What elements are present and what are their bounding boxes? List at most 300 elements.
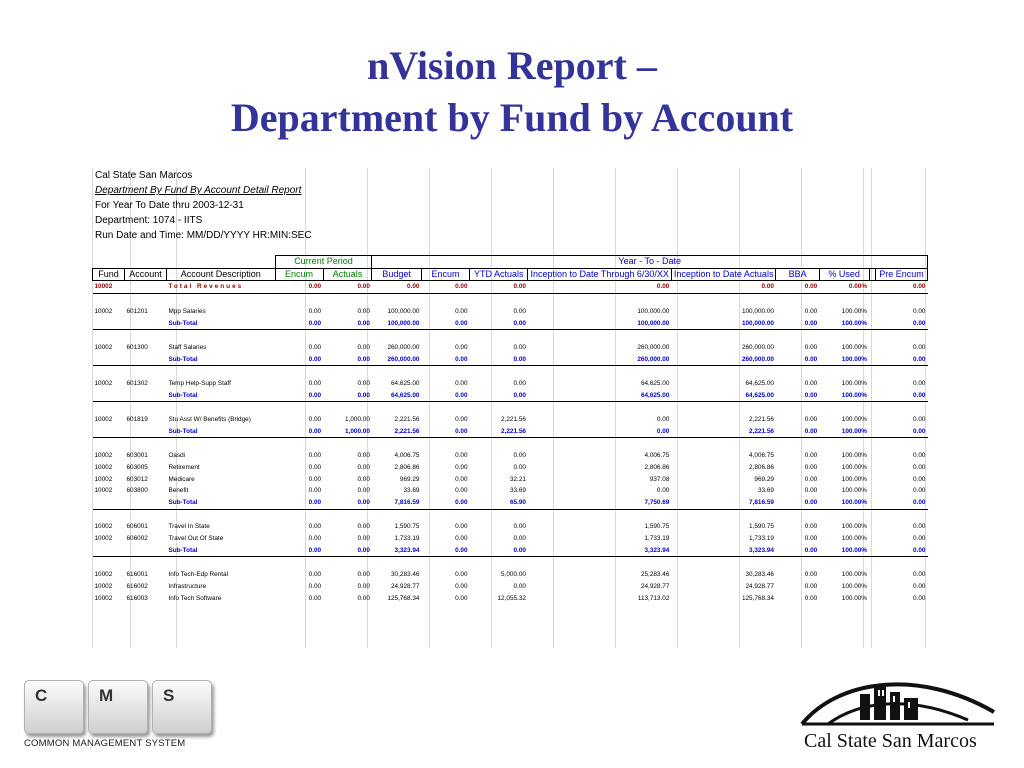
description-cell: Travel In State — [168, 523, 210, 531]
fund-cell: 10002 — [94, 452, 113, 460]
description-cell: Sub-Total — [168, 546, 198, 554]
empty-cell — [671, 438, 776, 450]
inception-through-cell: 0.00 — [656, 427, 670, 435]
empty-cell — [470, 366, 528, 378]
encum-current-cell: 0.00 — [308, 452, 322, 460]
budget-cell: 24,928.77 — [391, 582, 420, 590]
actuals-current-cell: 0.00 — [357, 594, 370, 602]
fund-cell — [93, 354, 125, 366]
col-inception-actuals: Inception to Date Actuals — [671, 268, 776, 281]
encum-current-cell: 0.00 — [308, 355, 322, 363]
encum-ytd-cell: 0.00 — [455, 283, 468, 291]
empty-cell — [470, 509, 528, 521]
empty-cell — [470, 294, 528, 306]
inception-through-cell: 4,006.75 — [644, 452, 670, 460]
pct-used-cell: 100.00% — [841, 546, 867, 554]
inception-through-cell: 100,000.00 — [637, 319, 670, 327]
pre-encum-cell: 0.00 — [913, 416, 926, 424]
inception-through-cell: 0.00 — [656, 416, 670, 424]
description-cell: Benefit — [168, 487, 189, 495]
encum-ytd-cell: 0.00 — [455, 452, 468, 460]
pct-used-cell: 100.00% — [841, 427, 867, 435]
total-revenues-row — [93, 281, 928, 294]
empty-cell — [819, 330, 869, 342]
empty-cell — [125, 330, 167, 342]
fund-cell — [93, 497, 125, 509]
pre-encum-cell: 0.00 — [913, 307, 926, 315]
empty-cell — [275, 294, 323, 306]
description-cell: Sub-Total — [168, 319, 198, 327]
ytd-actuals-cell: 0.00 — [513, 535, 526, 543]
account-cell: 603005 — [126, 463, 148, 471]
ytd-actuals-cell: 0.00 — [513, 343, 526, 351]
inception-actuals-cell: 100,000.00 — [741, 319, 774, 327]
ytd-actuals-cell: 33.69 — [509, 487, 526, 495]
encum-current-cell: 0.00 — [308, 594, 322, 602]
empty-cell — [876, 330, 928, 342]
table-row — [93, 593, 928, 605]
empty-cell — [125, 438, 167, 450]
actuals-current-cell: 0.00 — [357, 523, 370, 531]
inception-actuals-cell: 2,221.56 — [749, 416, 774, 424]
account-cell: 601201 — [126, 307, 148, 315]
empty-cell — [776, 366, 819, 378]
empty-cell — [275, 557, 323, 569]
encum-current-cell: 0.00 — [308, 487, 322, 495]
subtotal-row — [93, 390, 928, 402]
pre-encum-cell: 0.00 — [913, 594, 926, 602]
encum-ytd-cell: 0.00 — [455, 475, 468, 483]
col-bba: BBA — [776, 268, 819, 281]
fund-cell: 10002 — [94, 487, 113, 495]
empty-cell — [528, 294, 671, 306]
blank-row — [93, 294, 928, 306]
budget-cell: 969.29 — [399, 475, 420, 483]
inception-actuals-cell: 2,221.56 — [749, 427, 774, 435]
description-cell: Temp Help-Supp Staff — [168, 379, 231, 387]
pre-encum-cell: 0.00 — [913, 319, 926, 327]
empty-cell — [876, 294, 928, 306]
actuals-current-cell: 0.00 — [357, 546, 370, 554]
description-cell: Sub-Total — [168, 391, 198, 399]
bba-cell: 0.00 — [804, 379, 818, 387]
empty-cell — [876, 557, 928, 569]
description-cell: Info Tech Software — [168, 594, 222, 602]
bba-cell: 0.00 — [804, 475, 818, 483]
bba-cell: 0.00 — [804, 523, 818, 531]
key-m: M — [88, 680, 148, 734]
actuals-current-cell: 0.00 — [357, 475, 370, 483]
empty-cell — [470, 438, 528, 450]
empty-cell — [323, 557, 372, 569]
actuals-current-cell: 0.00 — [357, 319, 370, 327]
inception-actuals-cell: 7,816.59 — [749, 498, 774, 506]
pct-used-cell: 100.00% — [841, 594, 867, 602]
description-cell: Info Tech-Edp Rental — [168, 571, 229, 579]
col-pre-encum: Pre Encum — [876, 268, 928, 281]
budget-cell: 260,000.00 — [387, 343, 420, 351]
encum-ytd-cell: 0.00 — [455, 582, 468, 590]
blank-row — [93, 509, 928, 521]
empty-cell — [671, 294, 776, 306]
empty-cell — [166, 557, 275, 569]
pre-encum-cell: 0.00 — [913, 535, 926, 543]
account-cell: 616001 — [126, 571, 148, 579]
budget-cell: 2,221.56 — [394, 427, 420, 435]
inception-through-cell: 1,590.75 — [644, 523, 670, 531]
empty-cell — [323, 294, 372, 306]
ytd-actuals-cell: 0.00 — [513, 391, 526, 399]
table-row — [93, 450, 928, 462]
table-row — [93, 485, 928, 497]
empty-cell — [819, 366, 869, 378]
empty-cell — [275, 366, 323, 378]
inception-actuals-cell: 969.29 — [754, 475, 774, 483]
pre-encum-cell: 0.00 — [913, 475, 926, 483]
pre-encum-cell: 0.00 — [913, 582, 926, 590]
empty-cell — [421, 294, 469, 306]
report-header — [92, 168, 928, 243]
account-cell: 603012 — [126, 475, 148, 483]
fund-cell: 10002 — [94, 463, 113, 471]
empty-cell — [528, 509, 671, 521]
encum-ytd-cell: 0.00 — [455, 487, 468, 495]
description-cell: Staff Salaries — [168, 343, 207, 351]
ytd-actuals-cell: 32.21 — [509, 475, 526, 483]
blank-row — [93, 557, 928, 569]
report-table — [92, 255, 928, 604]
bba-cell: 0.00 — [804, 355, 818, 363]
report-department: Department: 1074 - IITS — [95, 215, 203, 226]
inception-actuals-cell: 260,000.00 — [741, 355, 774, 363]
slide-title — [0, 40, 1024, 144]
encum-ytd-cell: 0.00 — [455, 379, 468, 387]
empty-cell — [125, 366, 167, 378]
empty-cell — [776, 294, 819, 306]
fund-cell: 10002 — [94, 416, 113, 424]
encum-current-cell: 0.00 — [308, 427, 322, 435]
table-row — [93, 474, 928, 486]
pct-used-cell: 100.00% — [841, 452, 867, 460]
fund-cell: 10002 — [94, 307, 113, 315]
blank-row — [93, 438, 928, 450]
ytd-actuals-cell: 0.00 — [513, 452, 526, 460]
encum-ytd-cell: 0.00 — [455, 571, 468, 579]
budget-cell: 1,590.75 — [394, 523, 420, 531]
encum-ytd-cell: 0.00 — [455, 463, 468, 471]
empty-cell — [125, 509, 167, 521]
table-row — [93, 521, 928, 533]
empty-cell — [323, 366, 372, 378]
account-cell: 603800 — [126, 487, 148, 495]
col-account: Account — [125, 268, 167, 281]
inception-actuals-cell: 1,733.19 — [749, 535, 774, 543]
bba-cell: 0.00 — [804, 319, 818, 327]
inception-through-cell: 0.00 — [656, 283, 670, 291]
fund-cell — [93, 545, 125, 557]
budget-cell: 2,806.86 — [394, 463, 420, 471]
pre-encum-cell: 0.00 — [913, 355, 926, 363]
actuals-current-cell: 0.00 — [357, 487, 370, 495]
empty-cell — [671, 366, 776, 378]
budget-cell: 4,006.75 — [394, 452, 420, 460]
encum-current-cell: 0.00 — [308, 463, 322, 471]
blank-row — [93, 366, 928, 378]
budget-cell: 125,768.34 — [387, 594, 420, 602]
empty-cell — [323, 402, 372, 414]
bba-cell: 0.00 — [804, 546, 818, 554]
empty-cell — [323, 330, 372, 342]
empty-cell — [372, 330, 422, 342]
encum-current-cell: 0.00 — [308, 283, 322, 291]
empty-cell — [166, 294, 275, 306]
actuals-current-cell: 0.00 — [357, 571, 370, 579]
empty-cell — [776, 509, 819, 521]
pct-used-cell: 100.00% — [841, 319, 867, 327]
account-cell — [125, 390, 167, 402]
inception-through-cell: 64,625.00 — [640, 391, 670, 399]
fund-cell — [93, 318, 125, 330]
inception-actuals-cell: 4,006.75 — [749, 452, 774, 460]
actuals-current-cell: 0.00 — [357, 283, 370, 291]
slide-title-line2: Department by Fund by Account — [230, 95, 794, 140]
group-current-period: Current Period — [275, 256, 372, 269]
actuals-current-cell: 0.00 — [357, 391, 370, 399]
empty-cell — [125, 294, 167, 306]
encum-ytd-cell: 0.00 — [455, 391, 468, 399]
inception-through-cell: 260,000.00 — [637, 355, 670, 363]
account-cell: 601302 — [126, 379, 148, 387]
budget-cell: 64,625.00 — [391, 391, 420, 399]
empty-cell — [876, 509, 928, 521]
description-cell: Total Revenues — [168, 283, 244, 291]
csusm-name: Cal State San Marcos — [804, 730, 977, 752]
empty-cell — [93, 557, 125, 569]
description-cell: Sub-Total — [168, 355, 198, 363]
bba-cell: 0.00 — [804, 498, 818, 506]
inception-through-cell: 260,000.00 — [637, 343, 670, 351]
actuals-current-cell: 0.00 — [357, 343, 370, 351]
encum-current-cell: 0.00 — [308, 535, 322, 543]
pct-used-cell: 0.00% — [848, 283, 867, 291]
key-c: C — [24, 680, 84, 734]
empty-cell — [93, 330, 125, 342]
empty-cell — [166, 330, 275, 342]
inception-through-cell: 3,323.94 — [644, 546, 670, 554]
empty-cell — [421, 509, 469, 521]
empty-cell — [275, 330, 323, 342]
ytd-actuals-cell: 65.90 — [509, 498, 526, 506]
empty-cell — [166, 509, 275, 521]
fund-cell: 10002 — [94, 523, 113, 531]
budget-cell: 7,816.59 — [394, 498, 420, 506]
spreadsheet — [92, 168, 928, 648]
account-cell — [125, 426, 167, 438]
pre-encum-cell: 0.00 — [913, 546, 926, 554]
report-run-date: Run Date and Time: MM/DD/YYYY HR:MIN:SEC — [95, 230, 312, 241]
pct-used-cell: 100.00% — [841, 416, 867, 424]
encum-ytd-cell: 0.00 — [455, 416, 468, 424]
fund-cell: 10002 — [94, 571, 113, 579]
account-cell — [125, 354, 167, 366]
group-year-to-date: Year - To - Date — [372, 256, 928, 269]
inception-through-cell: 24,928.77 — [640, 582, 670, 590]
actuals-current-cell: 0.00 — [357, 463, 370, 471]
ytd-actuals-cell: 0.00 — [513, 546, 526, 554]
fund-cell: 10002 — [94, 535, 113, 543]
encum-ytd-cell: 0.00 — [455, 343, 468, 351]
subtotal-row — [93, 426, 928, 438]
inception-actuals-cell: 3,323.94 — [749, 546, 774, 554]
empty-cell — [528, 366, 671, 378]
fund-cell: 10002 — [94, 379, 113, 387]
col-encum-ytd: Encum — [421, 268, 469, 281]
empty-cell — [421, 438, 469, 450]
description-cell: Sub-Total — [168, 427, 198, 435]
empty-cell — [372, 402, 422, 414]
subtotal-row — [93, 545, 928, 557]
cms-caption: COMMON MANAGEMENT SYSTEM — [24, 738, 186, 749]
empty-cell — [671, 509, 776, 521]
encum-current-cell: 0.00 — [308, 379, 322, 387]
inception-actuals-cell: 260,000.00 — [741, 343, 774, 351]
pct-used-cell: 100.00% — [841, 475, 867, 483]
account-cell: 616002 — [126, 582, 148, 590]
col-budget: Budget — [372, 268, 422, 281]
ytd-actuals-cell: 2,221.56 — [501, 427, 526, 435]
empty-cell — [876, 366, 928, 378]
inception-actuals-cell: 1,590.75 — [749, 523, 774, 531]
empty-cell — [323, 438, 372, 450]
account-cell — [125, 318, 167, 330]
inception-through-cell: 25,283.46 — [640, 571, 670, 579]
account-cell: 601300 — [126, 343, 148, 351]
inception-through-cell: 1,733.19 — [644, 535, 670, 543]
pre-encum-cell: 0.00 — [913, 487, 926, 495]
col-actuals-current: Actuals — [323, 268, 372, 281]
empty-cell — [819, 509, 869, 521]
empty-cell — [819, 438, 869, 450]
inception-actuals-cell: 30,283.46 — [745, 571, 774, 579]
empty-cell — [876, 402, 928, 414]
empty-cell — [528, 557, 671, 569]
subtotal-row — [93, 318, 928, 330]
ytd-actuals-cell: 0.00 — [513, 283, 526, 291]
empty-cell — [819, 402, 869, 414]
pct-used-cell: 100.00% — [841, 535, 867, 543]
empty-cell — [93, 438, 125, 450]
inception-actuals-cell: 24,928.77 — [745, 582, 774, 590]
empty-cell — [819, 294, 869, 306]
fund-cell: 10002 — [94, 475, 113, 483]
bba-cell: 0.00 — [804, 283, 818, 291]
inception-actuals-cell: 64,625.00 — [745, 391, 774, 399]
empty-cell — [372, 438, 422, 450]
budget-cell: 0.00 — [406, 283, 420, 291]
encum-ytd-cell: 0.00 — [455, 319, 468, 327]
empty-cell — [275, 402, 323, 414]
inception-actuals-cell: 125,768.34 — [741, 594, 774, 602]
encum-current-cell: 0.00 — [308, 571, 322, 579]
slide-title-line1: nVision Report – — [367, 43, 657, 88]
account-cell: 601819 — [126, 416, 148, 424]
budget-cell: 1,733.19 — [394, 535, 420, 543]
empty-cell — [372, 557, 422, 569]
csusm-logo — [798, 672, 998, 762]
pct-used-cell: 100.00% — [841, 523, 867, 531]
bba-cell: 0.00 — [804, 343, 818, 351]
table-row — [93, 581, 928, 593]
report-name: Department By Fund By Account Detail Report — [95, 185, 302, 196]
table-row — [93, 342, 928, 354]
ytd-actuals-cell: 0.00 — [513, 523, 526, 531]
empty-cell — [776, 557, 819, 569]
ytd-actuals-cell: 0.00 — [513, 355, 526, 363]
table-row — [93, 306, 928, 318]
fund-cell — [93, 426, 125, 438]
inception-actuals-cell: 0.00 — [761, 283, 774, 291]
budget-cell: 260,000.00 — [387, 355, 420, 363]
empty-cell — [93, 402, 125, 414]
empty-cell — [125, 557, 167, 569]
empty-cell — [372, 294, 422, 306]
description-cell: Mpp Salaries — [168, 307, 206, 315]
bba-cell: 0.00 — [804, 427, 818, 435]
encum-ytd-cell: 0.00 — [455, 594, 468, 602]
empty-cell — [166, 438, 275, 450]
bba-cell: 0.00 — [804, 487, 818, 495]
empty-cell — [93, 509, 125, 521]
key-s: S — [152, 680, 212, 734]
account-cell: 603001 — [126, 452, 148, 460]
inception-through-cell: 64,625.00 — [640, 379, 670, 387]
account-cell — [125, 545, 167, 557]
col-ytd-actuals: YTD Actuals — [470, 268, 528, 281]
bba-cell: 0.00 — [804, 535, 818, 543]
budget-cell: 33.69 — [403, 487, 420, 495]
table-row — [93, 378, 928, 390]
col-fund: Fund — [93, 268, 125, 281]
pre-encum-cell: 0.00 — [913, 391, 926, 399]
pct-used-cell: 100.00% — [841, 391, 867, 399]
bba-cell: 0.00 — [804, 571, 818, 579]
fund-cell — [93, 390, 125, 402]
empty-cell — [166, 402, 275, 414]
pct-used-cell: 100.00% — [841, 582, 867, 590]
encum-ytd-cell: 0.00 — [455, 307, 468, 315]
actuals-current-cell: 0.00 — [357, 355, 370, 363]
empty-cell — [93, 294, 125, 306]
account-cell: 606002 — [126, 535, 148, 543]
encum-current-cell: 0.00 — [308, 523, 322, 531]
encum-ytd-cell: 0.00 — [455, 427, 468, 435]
empty-cell — [125, 402, 167, 414]
subtotal-row — [93, 354, 928, 366]
inception-actuals-cell: 64,625.00 — [745, 379, 774, 387]
budget-cell: 3,323.94 — [394, 546, 420, 554]
empty-cell — [166, 366, 275, 378]
empty-cell — [671, 402, 776, 414]
inception-through-cell: 7,750.69 — [644, 498, 670, 506]
bba-cell: 0.00 — [804, 463, 818, 471]
pre-encum-cell: 0.00 — [913, 463, 926, 471]
blank-row — [93, 402, 928, 414]
pre-encum-cell: 0.00 — [913, 571, 926, 579]
actuals-current-cell: 0.00 — [357, 452, 370, 460]
column-header-row — [93, 268, 928, 281]
empty-cell — [671, 557, 776, 569]
encum-current-cell: 0.00 — [308, 391, 322, 399]
